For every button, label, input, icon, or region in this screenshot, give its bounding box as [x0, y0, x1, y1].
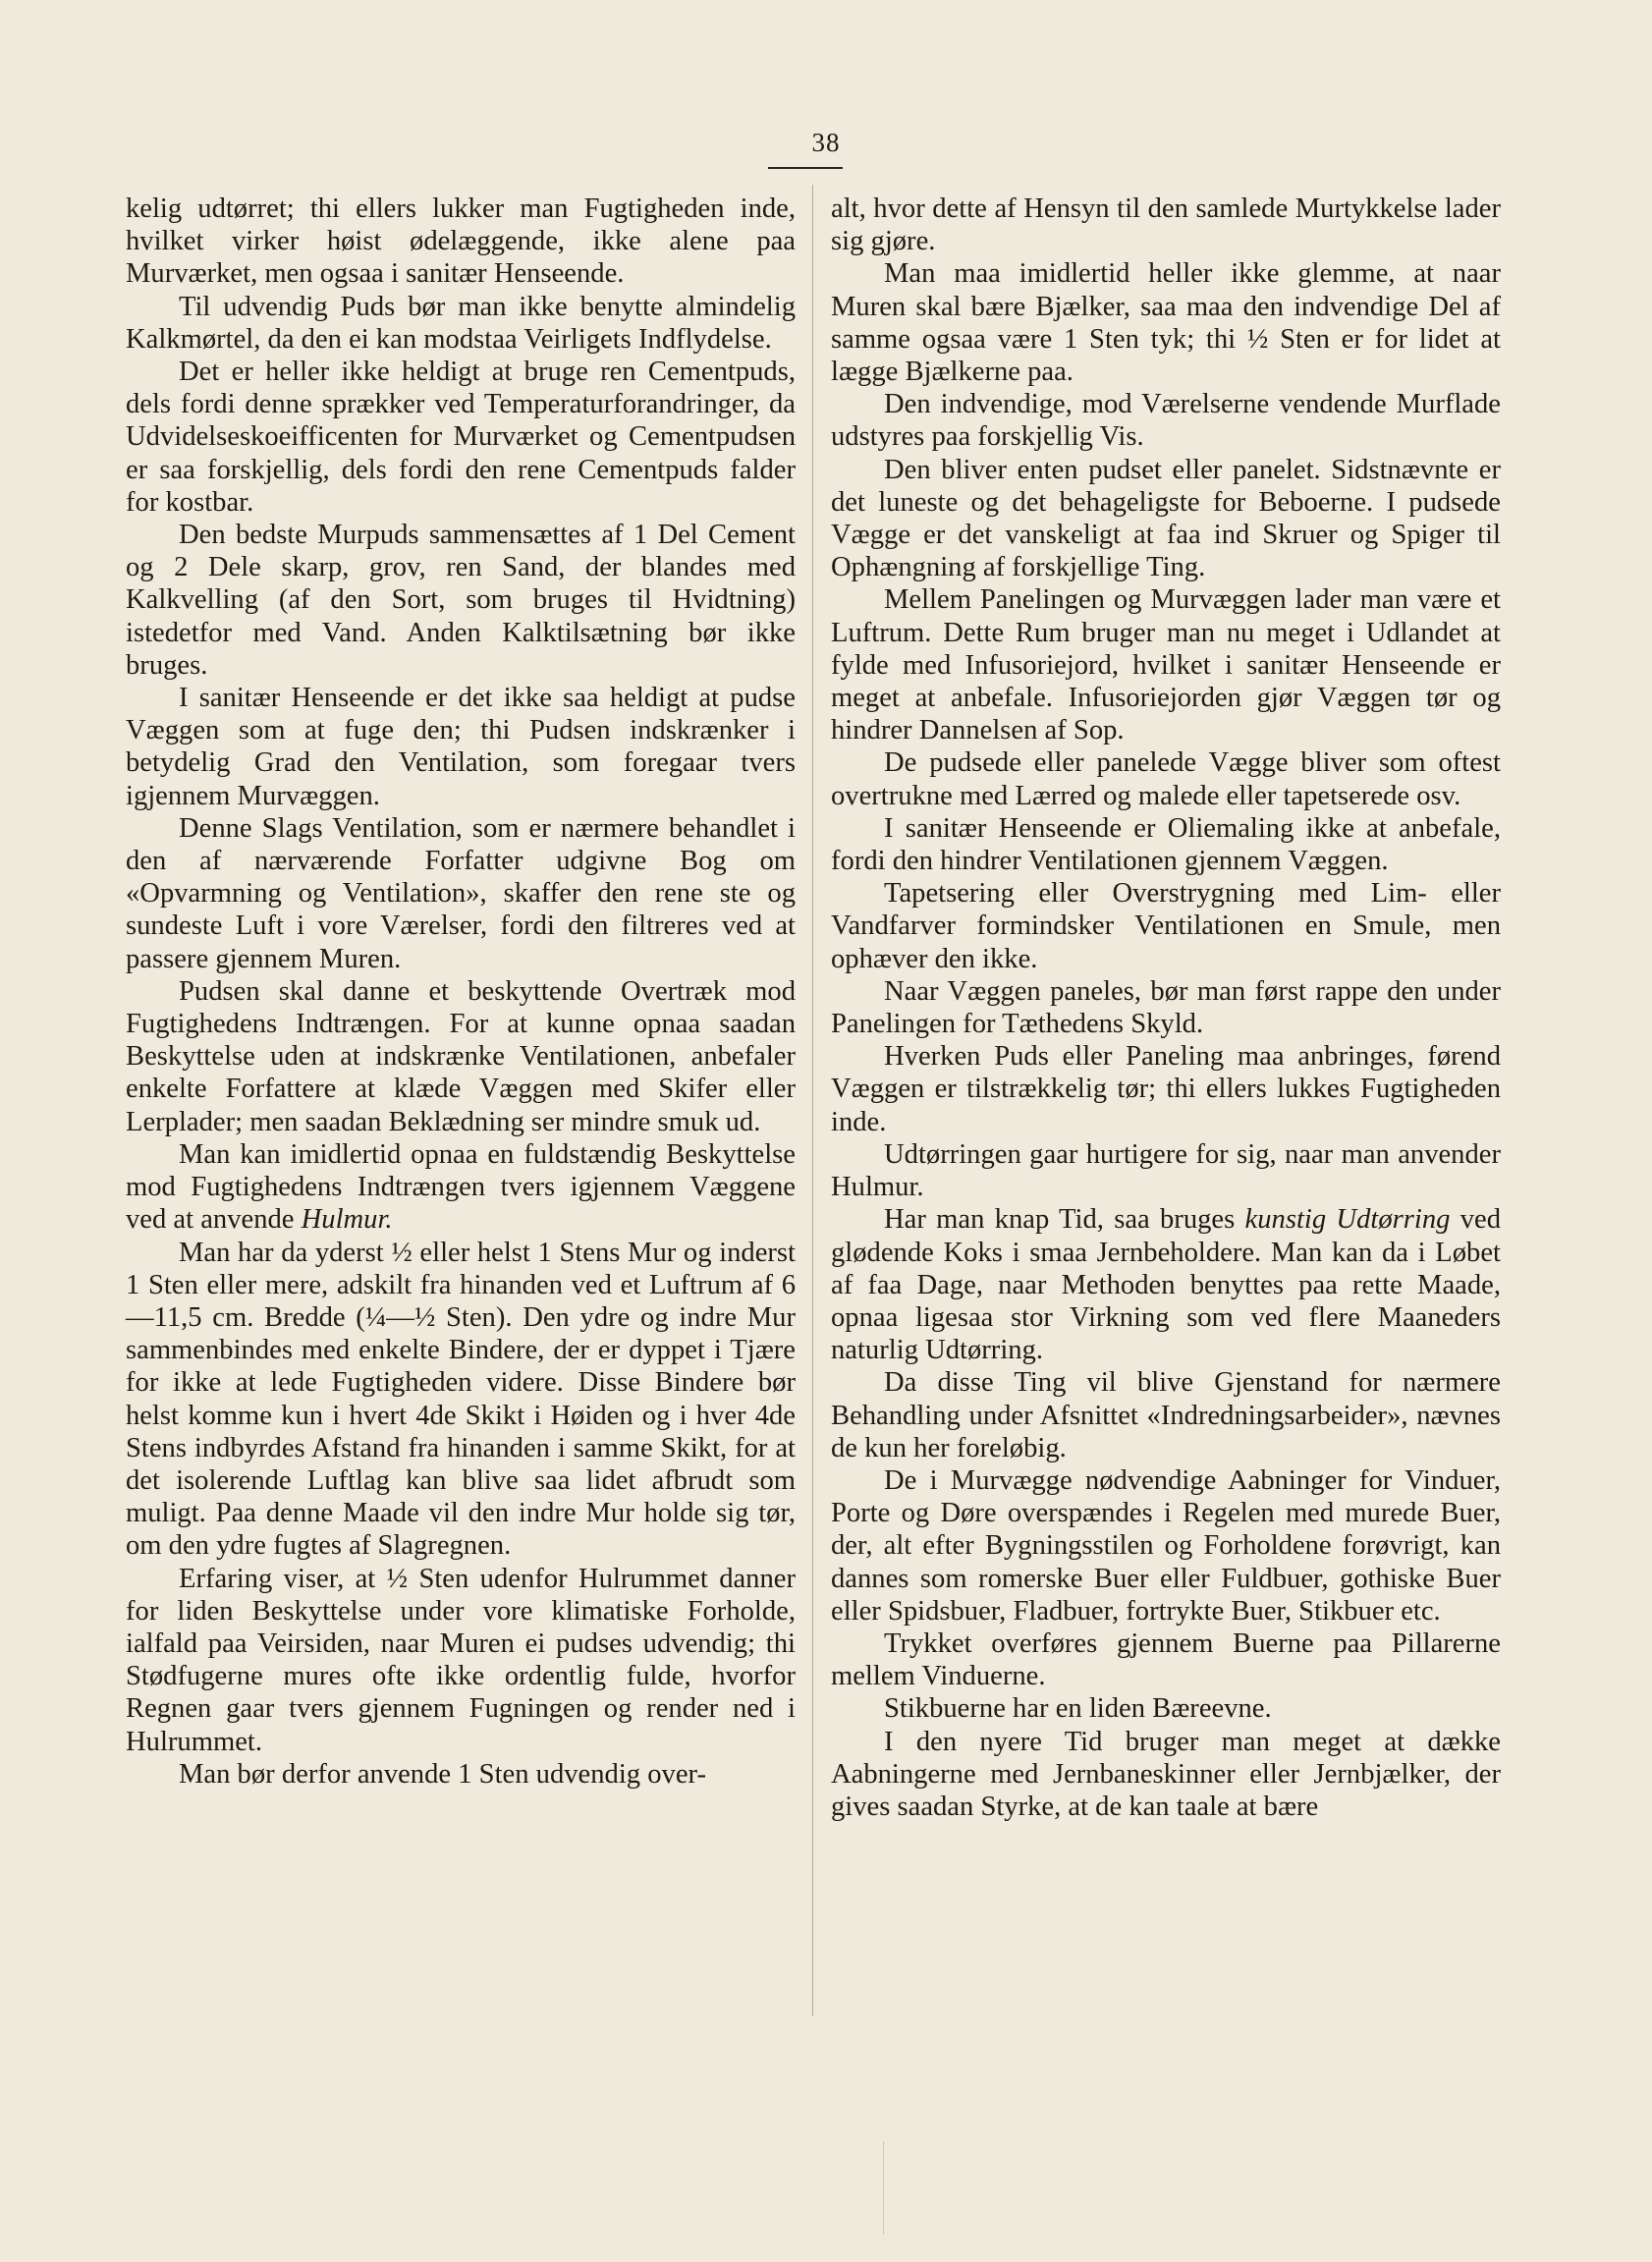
- paragraph-text: I sanitær Henseende er det ikke saa heldigt at pudse Væggen som at fuge den; thi Pudsen indskrænker i betydelig Grad den Ventilation, som foregaar tvers igjennem Murvæggen.: [126, 683, 796, 811]
- paragraph: [126, 1237, 796, 1563]
- page-number-rule: [768, 167, 843, 169]
- paragraph-text: Stikbuerne har en liden Bæreevne.: [884, 1693, 1272, 1725]
- paragraph: [831, 1040, 1501, 1138]
- paragraph: [126, 291, 796, 356]
- paragraph-text: Erfaring viser, at ½ Sten udenfor Hulrummet danner for liden Beskyttelse under vore klimatiske Forholde, ialfald paa Veirsiden, naar Muren ei pudses udvendig; thi Stødfugerne mures ofte ikke ordentlig fulde, hvorfor Regnen gaar tvers gjennem Fugningen og render ned i Hulrummet.: [126, 1563, 796, 1757]
- paragraph-text: ved glødende Koks i smaa Jernbeholdere. Man kan da i Løbet af faa Dage, naar Methoden benyttes paa rette Maade, opnaa ligesaa stor Virkning som ved flere Maaneders naturlig Udtørring.: [831, 1204, 1502, 1366]
- paragraph-text: I sanitær Henseende er Oliemaling ikke at anbefale, fordi den hindrer Ventilationen gjennem Væggen.: [831, 812, 1501, 877]
- paragraph-text: alt, hvor dette af Hensyn til den samlede Murtykkelse lader sig gjøre.: [831, 193, 1501, 257]
- paragraph: [831, 583, 1501, 746]
- paragraph: [831, 257, 1501, 388]
- paragraph: [831, 1366, 1501, 1464]
- right-column: [831, 193, 1501, 1823]
- paragraph: [126, 682, 796, 812]
- paragraph: [831, 1628, 1501, 1692]
- paragraph: [126, 975, 796, 1138]
- paragraph-text: Den bedste Murpuds sammensættes af 1 Del Cement og 2 Dele skarp, grov, ren Sand, der blandes med Kalkvelling (af den Sort, som bruges til Hvidtning) istedetfor med Vand. Anden Kalktilsætning bør ikke bruges.: [126, 520, 796, 681]
- paragraph-text: Til udvendig Puds bør man ikke benytte almindelig Kalkmørtel, da den ei kan modstaa Veirligets Indflydelse.: [126, 291, 796, 355]
- paragraph: [126, 1758, 796, 1791]
- paragraph: [831, 1692, 1501, 1725]
- column-divider: [812, 185, 813, 2016]
- paragraph-text: Den bliver enten pudset eller panelet. Sidstnævnte er det luneste og det behageligste for Beboerne. I pudsede Vægge er det vanskeligt at faa ind Skruer og Spiger til Ophængning af forskjellige Ting.: [831, 454, 1501, 583]
- paragraph-text: Man bør derfor anvende 1 Sten udvendig over-: [179, 1758, 706, 1790]
- paragraph: [831, 975, 1501, 1040]
- paragraph-text: Man har da yderst ½ eller helst 1 Stens Mur og inderst 1 Sten eller mere, adskilt fra hinanden ved et Luftrum af 6—11,5 cm. Bredde (¼—½ Sten). Den ydre og indre Mur sammenbindes med enkelte Bindere, der er dyppet i Tjære for ikke at lede Fugtigheden videre. Disse Bindere bør helst komme kun i hvert 4de Skikt i Høiden og i hver 4de Stens indbyrdes Afstand fra hinanden i samme Skikt, for at det isolerende Luftlag kan blive saa lidet afbrudt som muligt. Paa denne Maade vil den indre Mur holde sig tør, om den ydre fugtes af Slagregnen.: [126, 1237, 796, 1562]
- paragraph: [831, 1726, 1501, 1824]
- paragraph-text: I den nyere Tid bruger man meget at dække Aabningerne med Jernbaneskinner eller Jernbjælker, der gives saadan Styrke, at de kan taale at bære: [831, 1726, 1501, 1822]
- paragraph: [831, 454, 1501, 584]
- paragraph-text: Tapetsering eller Overstrygning med Lim- eller Vandfarver formindsker Ventilationen en Smule, men ophæver den ikke.: [831, 878, 1501, 974]
- paragraph-text: De i Murvægge nødvendige Aabninger for Vinduer, Porte og Døre overspændes i Regelen med murede Buer, der, alt efter Bygningsstilen og Forholdene forøvrigt, kan dannes som romerske Buer eller Fuldbuer, gothiske Buer eller Spidsbuer, Fladbuer, fortrykte Buer, Stikbuer etc.: [831, 1464, 1501, 1627]
- paragraph-text: Man kan imidlertid opnaa en fuldstændig Beskyttelse mod Fugtighedens Indtrængen tvers igjennem Væggene ved at anvende: [126, 1138, 796, 1236]
- paragraph-text: Man maa imidlertid heller ikke glemme, at naar Muren skal bære Bjælker, saa maa den indvendige Del af samme ogsaa være 1 Sten tyk; thi ½ Sten er for lidet at lægge Bjælkerne paa.: [831, 258, 1501, 388]
- paragraph-text: Mellem Panelingen og Murvæggen lader man være et Luftrum. Dette Rum bruger man nu meget i Udlandet at fylde med Infusoriejord, hvilket i sanitær Henseende er meget at anbefale. Infusoriejorden gjør Væggen tør og hindrer Dannelsen af Sop.: [831, 584, 1501, 746]
- paragraph-text: Trykket overføres gjennem Buerne paa Pillarerne mellem Vinduerne.: [831, 1628, 1501, 1692]
- paragraph: [126, 519, 796, 682]
- paragraph: [126, 193, 796, 291]
- paragraph: [831, 877, 1501, 975]
- paragraph: [831, 388, 1501, 453]
- paragraph: [126, 812, 796, 975]
- paragraph: [831, 1203, 1501, 1366]
- bottom-mark: [883, 2141, 884, 2234]
- emphasized-text: kunstig Udtørring: [1244, 1204, 1451, 1236]
- paragraph-text: De pudsede eller panelede Vægge bliver som oftest overtrukne med Lærred og malede eller tapetserede osv.: [831, 747, 1501, 811]
- paragraph: [126, 356, 796, 519]
- page-number: 38: [811, 128, 841, 157]
- emphasized-text: Hulmur.: [301, 1204, 393, 1236]
- paragraph-text: Naar Væggen paneles, bør man først rappe den under Panelingen for Tæthedens Skyld.: [831, 975, 1501, 1040]
- paragraph: [831, 193, 1501, 257]
- paragraph-text: Har man knap Tid, saa bruges: [884, 1204, 1245, 1236]
- paragraph-text: Pudsen skal danne et beskyttende Overtræk mod Fugtighedens Indtrængen. For at kunne opnaa saadan Beskyttelse uden at indskrænke Ventilationen, anbefaler enkelte Forfattere at klæde Væggen med Skifer eller Lerplader; men saadan Beklædning ser mindre smuk ud.: [126, 975, 796, 1137]
- paragraph-text: Udtørringen gaar hurtigere for sig, naar man anvender Hulmur.: [831, 1138, 1501, 1203]
- paragraph: [831, 746, 1501, 811]
- paragraph-text: Det er heller ikke heldigt at bruge ren Cementpuds, dels fordi denne sprækker ved Temperaturforandringer, da Udvidelseskoeifficenten for Murværket og Cementpudsen er saa forskjellig, dels fordi den rene Cementpuds falder for kostbar.: [126, 357, 796, 518]
- paragraph: [831, 1138, 1501, 1203]
- paragraph-text: Hverken Puds eller Paneling maa anbringes, førend Væggen er tilstrækkelig tør; thi ellers lukkes Fugtigheden inde.: [831, 1041, 1501, 1137]
- paragraph-text: Da disse Ting vil blive Gjenstand for nærmere Behandling under Afsnittet «Indredningsarbeider», nævnes de kun her foreløbig.: [831, 1367, 1501, 1463]
- paragraph-text: Denne Slags Ventilation, som er nærmere behandlet i den af nærværende Forfatter udgivne Bog om «Opvarmning og Ventilation», skaffer den rene ste og sundeste Luft i vore Værelser, fordi den filtreres ved at passere gjennem Muren.: [126, 812, 796, 974]
- left-column: [126, 193, 796, 1791]
- paragraph-text: Den indvendige, mod Værelserne vendende Murflade udstyres paa forskjellig Vis.: [831, 389, 1501, 453]
- paragraph: [831, 812, 1501, 877]
- paragraph-text: kelig udtørret; thi ellers lukker man Fugtigheden inde, hvilket virker høist ødelæggende, ikke alene paa Murværket, men ogsaa i sanitær Henseende.: [126, 193, 796, 290]
- paragraph: [126, 1563, 796, 1758]
- paragraph: [126, 1138, 796, 1237]
- paragraph: [831, 1464, 1501, 1628]
